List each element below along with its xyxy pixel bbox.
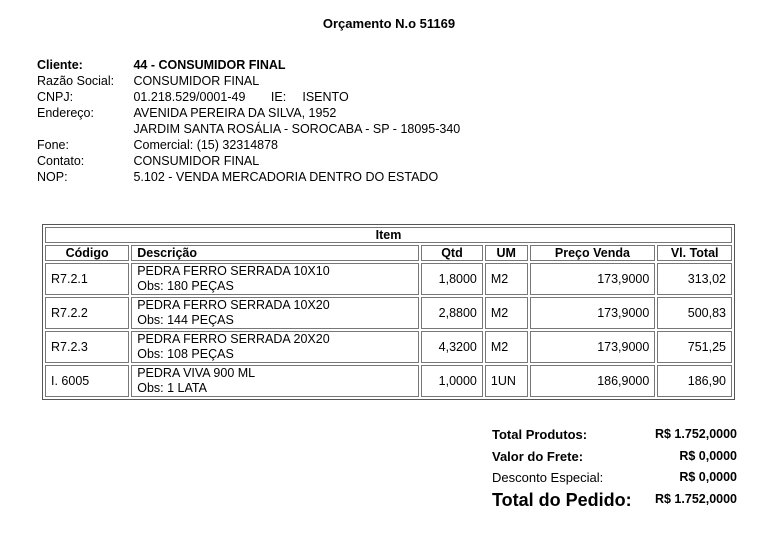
col-header-um: UM <box>485 245 528 261</box>
cell-qtd: 4,3200 <box>421 331 483 363</box>
cell-um: M2 <box>485 331 528 363</box>
table-row <box>45 365 732 397</box>
cnpj-row <box>37 89 460 105</box>
desconto-value: R$ 0,0000 <box>679 470 737 484</box>
ie-label: IE: <box>270 90 287 104</box>
razao-value: CONSUMIDOR FINAL <box>133 74 260 88</box>
total-pedido-value: R$ 1.752,0000 <box>654 491 737 506</box>
items-table <box>42 224 735 400</box>
cliente-label: Cliente: <box>37 58 83 72</box>
ie-group <box>271 89 349 105</box>
total-produtos-value: R$ 1.752,0000 <box>654 427 737 441</box>
contato-label: Contato: <box>37 154 85 168</box>
total-produtos-label: Total Produtos: <box>492 427 588 442</box>
col-header-qtd: Qtd <box>421 245 483 261</box>
page-title: Orçamento N.o 51169 <box>322 16 456 31</box>
col-header-descricao: Descrição <box>131 245 419 261</box>
table-row <box>45 331 732 363</box>
cell-preco: 186,9000 <box>530 365 656 397</box>
cell-qtd: 1,0000 <box>421 365 483 397</box>
cell-total: 500,83 <box>657 297 732 329</box>
razao-row <box>37 73 460 89</box>
item-description: PEDRA FERRO SERRADA 20X20 <box>137 332 330 346</box>
endereco-row <box>37 105 460 121</box>
nop-value: 5.102 - VENDA MERCADORIA DENTRO DO ESTADO <box>133 170 439 184</box>
col-header-total: Vl. Total <box>657 245 732 261</box>
cell-descricao <box>131 297 419 329</box>
cell-um: 1UN <box>485 365 528 397</box>
contato-value: CONSUMIDOR FINAL <box>133 154 260 168</box>
razao-label: Razão Social: <box>37 74 115 88</box>
cell-qtd: 1,8000 <box>421 263 483 295</box>
frete-label: Valor do Frete: <box>492 448 584 464</box>
cell-descricao <box>131 365 419 397</box>
group-header: Item <box>45 227 732 243</box>
endereco-line1: AVENIDA PEREIRA DA SILVA, 1952 <box>133 106 337 120</box>
desconto-row <box>492 470 737 492</box>
col-header-codigo: Código <box>45 245 129 261</box>
nop-row <box>37 169 460 185</box>
cell-preco: 173,9000 <box>530 331 656 363</box>
cell-total: 751,25 <box>657 331 732 363</box>
frete-row <box>492 449 737 471</box>
cell-qtd: 2,8800 <box>421 297 483 329</box>
total-pedido-label: Total do Pedido: <box>492 489 632 510</box>
fone-value: Comercial: (15) 32314878 <box>133 138 279 152</box>
endereco-label: Endereço: <box>37 106 94 120</box>
cell-descricao <box>131 331 419 363</box>
client-info <box>37 57 460 185</box>
endereco-line2: JARDIM SANTA ROSÁLIA - SOROCABA - SP - 18095-340 <box>133 122 461 136</box>
cnpj-label: CNPJ: <box>37 90 74 104</box>
item-obs: Obs: 144 PEÇAS <box>137 313 234 327</box>
cell-total: 186,90 <box>657 365 732 397</box>
frete-value: R$ 0,0000 <box>679 448 737 463</box>
cell-codigo: R7.2.2 <box>45 297 129 329</box>
cell-codigo: R7.2.3 <box>45 331 129 363</box>
ie-value: ISENTO <box>302 90 349 104</box>
item-obs: Obs: 180 PEÇAS <box>137 279 234 293</box>
item-description: PEDRA VIVA 900 ML <box>137 366 256 380</box>
contato-row <box>37 153 460 169</box>
cell-preco: 173,9000 <box>530 263 656 295</box>
cell-codigo: R7.2.1 <box>45 263 129 295</box>
totals-summary <box>492 427 737 513</box>
cell-um: M2 <box>485 263 528 295</box>
fone-row <box>37 137 460 153</box>
item-description: PEDRA FERRO SERRADA 10X10 <box>137 264 330 278</box>
cliente-row <box>37 57 460 73</box>
item-description: PEDRA FERRO SERRADA 10X20 <box>137 298 330 312</box>
cnpj-value: 01.218.529/0001-49 <box>133 90 246 104</box>
col-header-preco: Preço Venda <box>530 245 656 261</box>
item-obs: Obs: 108 PEÇAS <box>137 347 234 361</box>
cell-codigo: I. 6005 <box>45 365 129 397</box>
total-pedido-row <box>492 489 737 514</box>
cell-preco: 173,9000 <box>530 297 656 329</box>
desconto-label: Desconto Especial: <box>492 470 604 485</box>
endereco-row-2 <box>37 121 460 137</box>
table-row <box>45 263 732 295</box>
cell-descricao <box>131 263 419 295</box>
fone-label: Fone: <box>37 138 69 152</box>
item-obs: Obs: 1 LATA <box>137 381 207 395</box>
table-row <box>45 297 732 329</box>
cliente-value: 44 - CONSUMIDOR FINAL <box>133 58 286 72</box>
cell-total: 313,02 <box>657 263 732 295</box>
cell-um: M2 <box>485 297 528 329</box>
total-produtos-row <box>492 427 737 449</box>
nop-label: NOP: <box>37 170 68 184</box>
